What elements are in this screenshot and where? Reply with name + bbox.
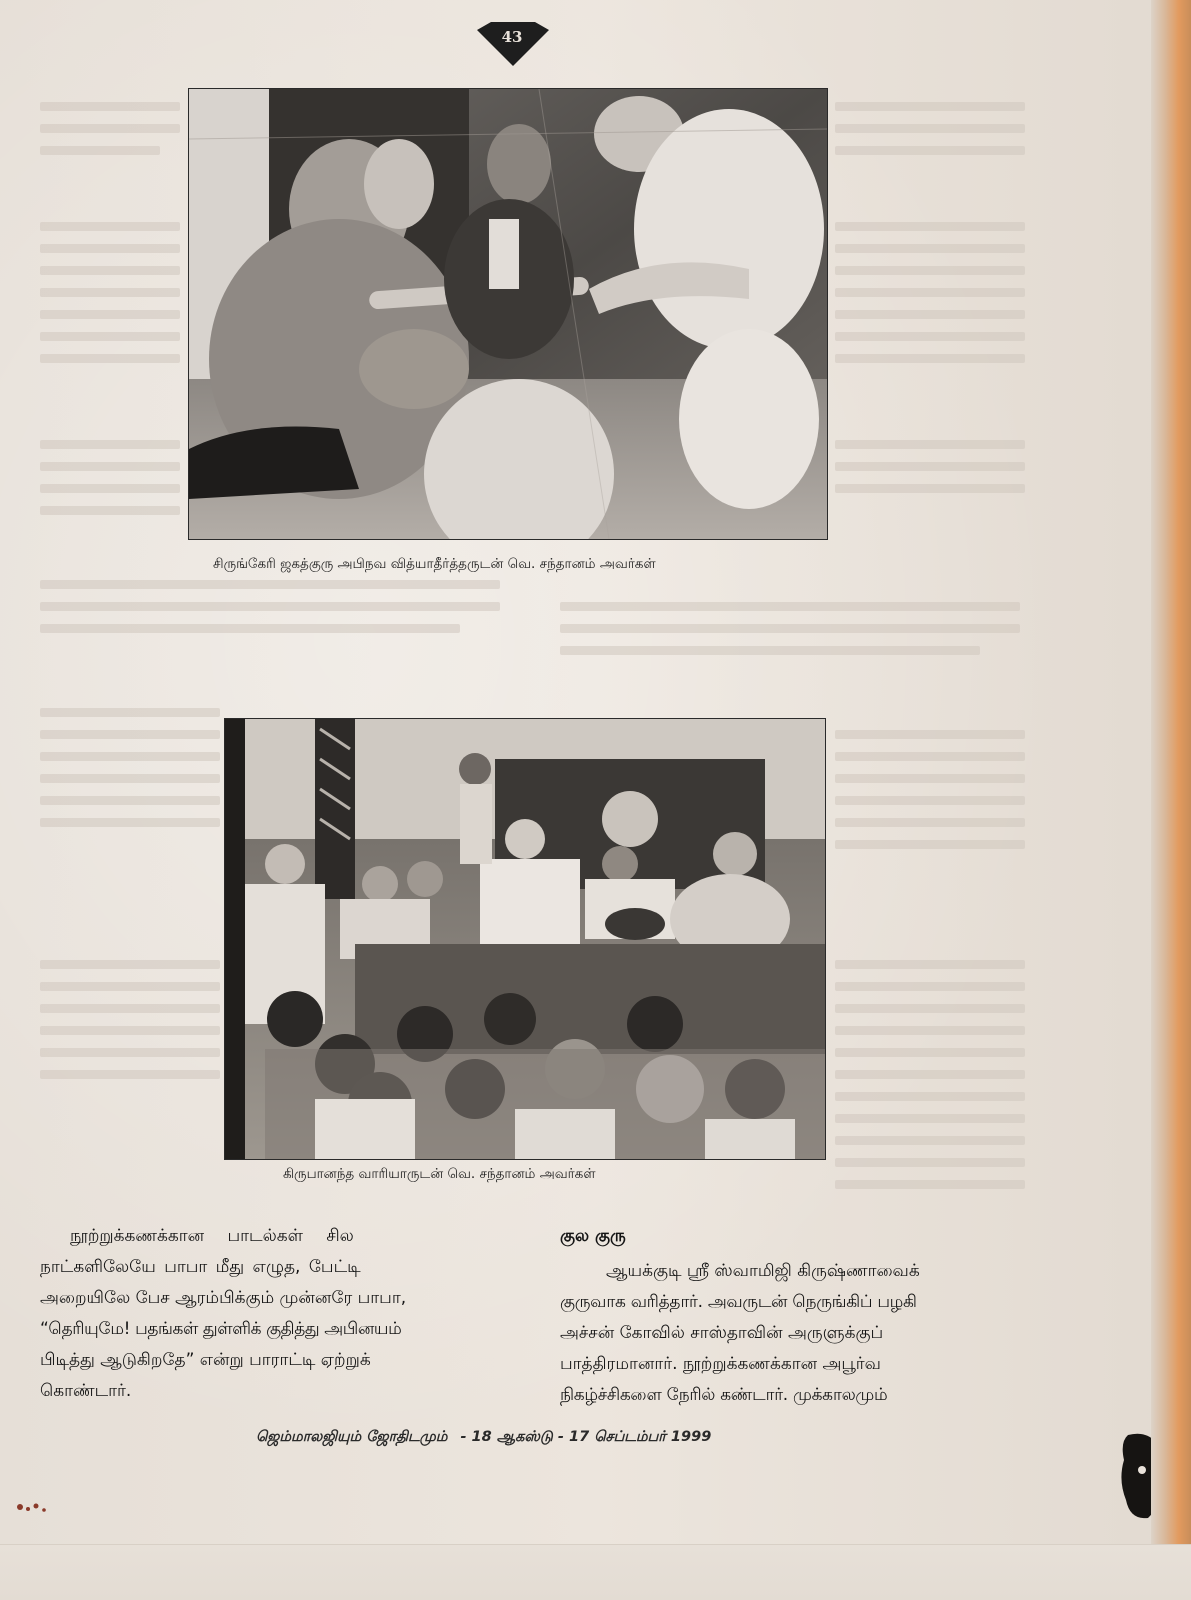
page-footer — [256, 1429, 816, 1447]
left-line-2: நாட்களிலேயே பாபா மீது எழுத, பேட்டி — [40, 1257, 361, 1277]
photo-kirupananda-variyar — [224, 718, 826, 1160]
ink-speck-icon — [14, 1499, 54, 1515]
photo-2-caption: கிருபானந்த வாரியாருடன் வெ. சந்தானம் அவர்கள் — [283, 1166, 596, 1182]
left-line-6: கொண்டார். — [40, 1381, 132, 1401]
footer-magazine-title: ஜெம்மாலஜியும் ஜோதிடமும் — [256, 1429, 448, 1445]
left-line-4: “தெரியுமே! பதங்கள் துள்ளிக் குதித்து அபினயம் — [40, 1319, 402, 1339]
photo-2-illustration — [225, 719, 825, 1159]
right-line-1: ஆயக்குடி ஸ்ரீ ஸ்வாமிஜி கிருஷ்ணாவைக் — [606, 1261, 920, 1281]
page-number-badge — [477, 22, 557, 66]
photo-1-illustration — [189, 89, 827, 539]
right-line-5: நிகழ்ச்சிகளை நேரில் கண்டார். முக்காலமும் — [560, 1385, 888, 1405]
right-line-4: பாத்திரமானார். நூற்றுக்கணக்கான அபூர்வ — [560, 1354, 881, 1374]
section-heading-kula-guru: குல குரு — [560, 1226, 626, 1246]
left-line-1: நூற்றுக்கணக்கான பாடல்கள் சில — [70, 1226, 354, 1246]
right-line-3: அச்சன் கோவில் சாஸ்தாவின் அருளுக்குப் — [560, 1323, 884, 1343]
right-line-2: குருவாக வரித்தார். அவருடன் நெருங்கிப் பழகி — [560, 1292, 917, 1312]
left-line-3: அறையிலே பேச ஆரம்பிக்கும் முன்னரே பாபா, — [40, 1288, 407, 1308]
page-edge-right — [1151, 0, 1191, 1600]
right-column-text — [560, 1221, 1034, 1411]
left-column-text — [40, 1221, 536, 1407]
photo-sringeri-guru — [188, 88, 828, 540]
photo-1-caption: சிருங்கேரி ஜகத்குரு அபிநவ வித்யாதீர்த்தருடன் வெ. சந்தானம் அவர்கள் — [213, 556, 656, 572]
page-edge-bottom — [0, 1544, 1191, 1600]
footer-issue-dates: - 18 ஆகஸ்டு - 17 செப்டம்பர் 1999 — [460, 1429, 712, 1445]
left-line-5: பிடித்து ஆடுகிறதே” என்று பாராட்டி ஏற்றுக் — [40, 1350, 371, 1370]
page-number: 43 — [501, 28, 523, 46]
